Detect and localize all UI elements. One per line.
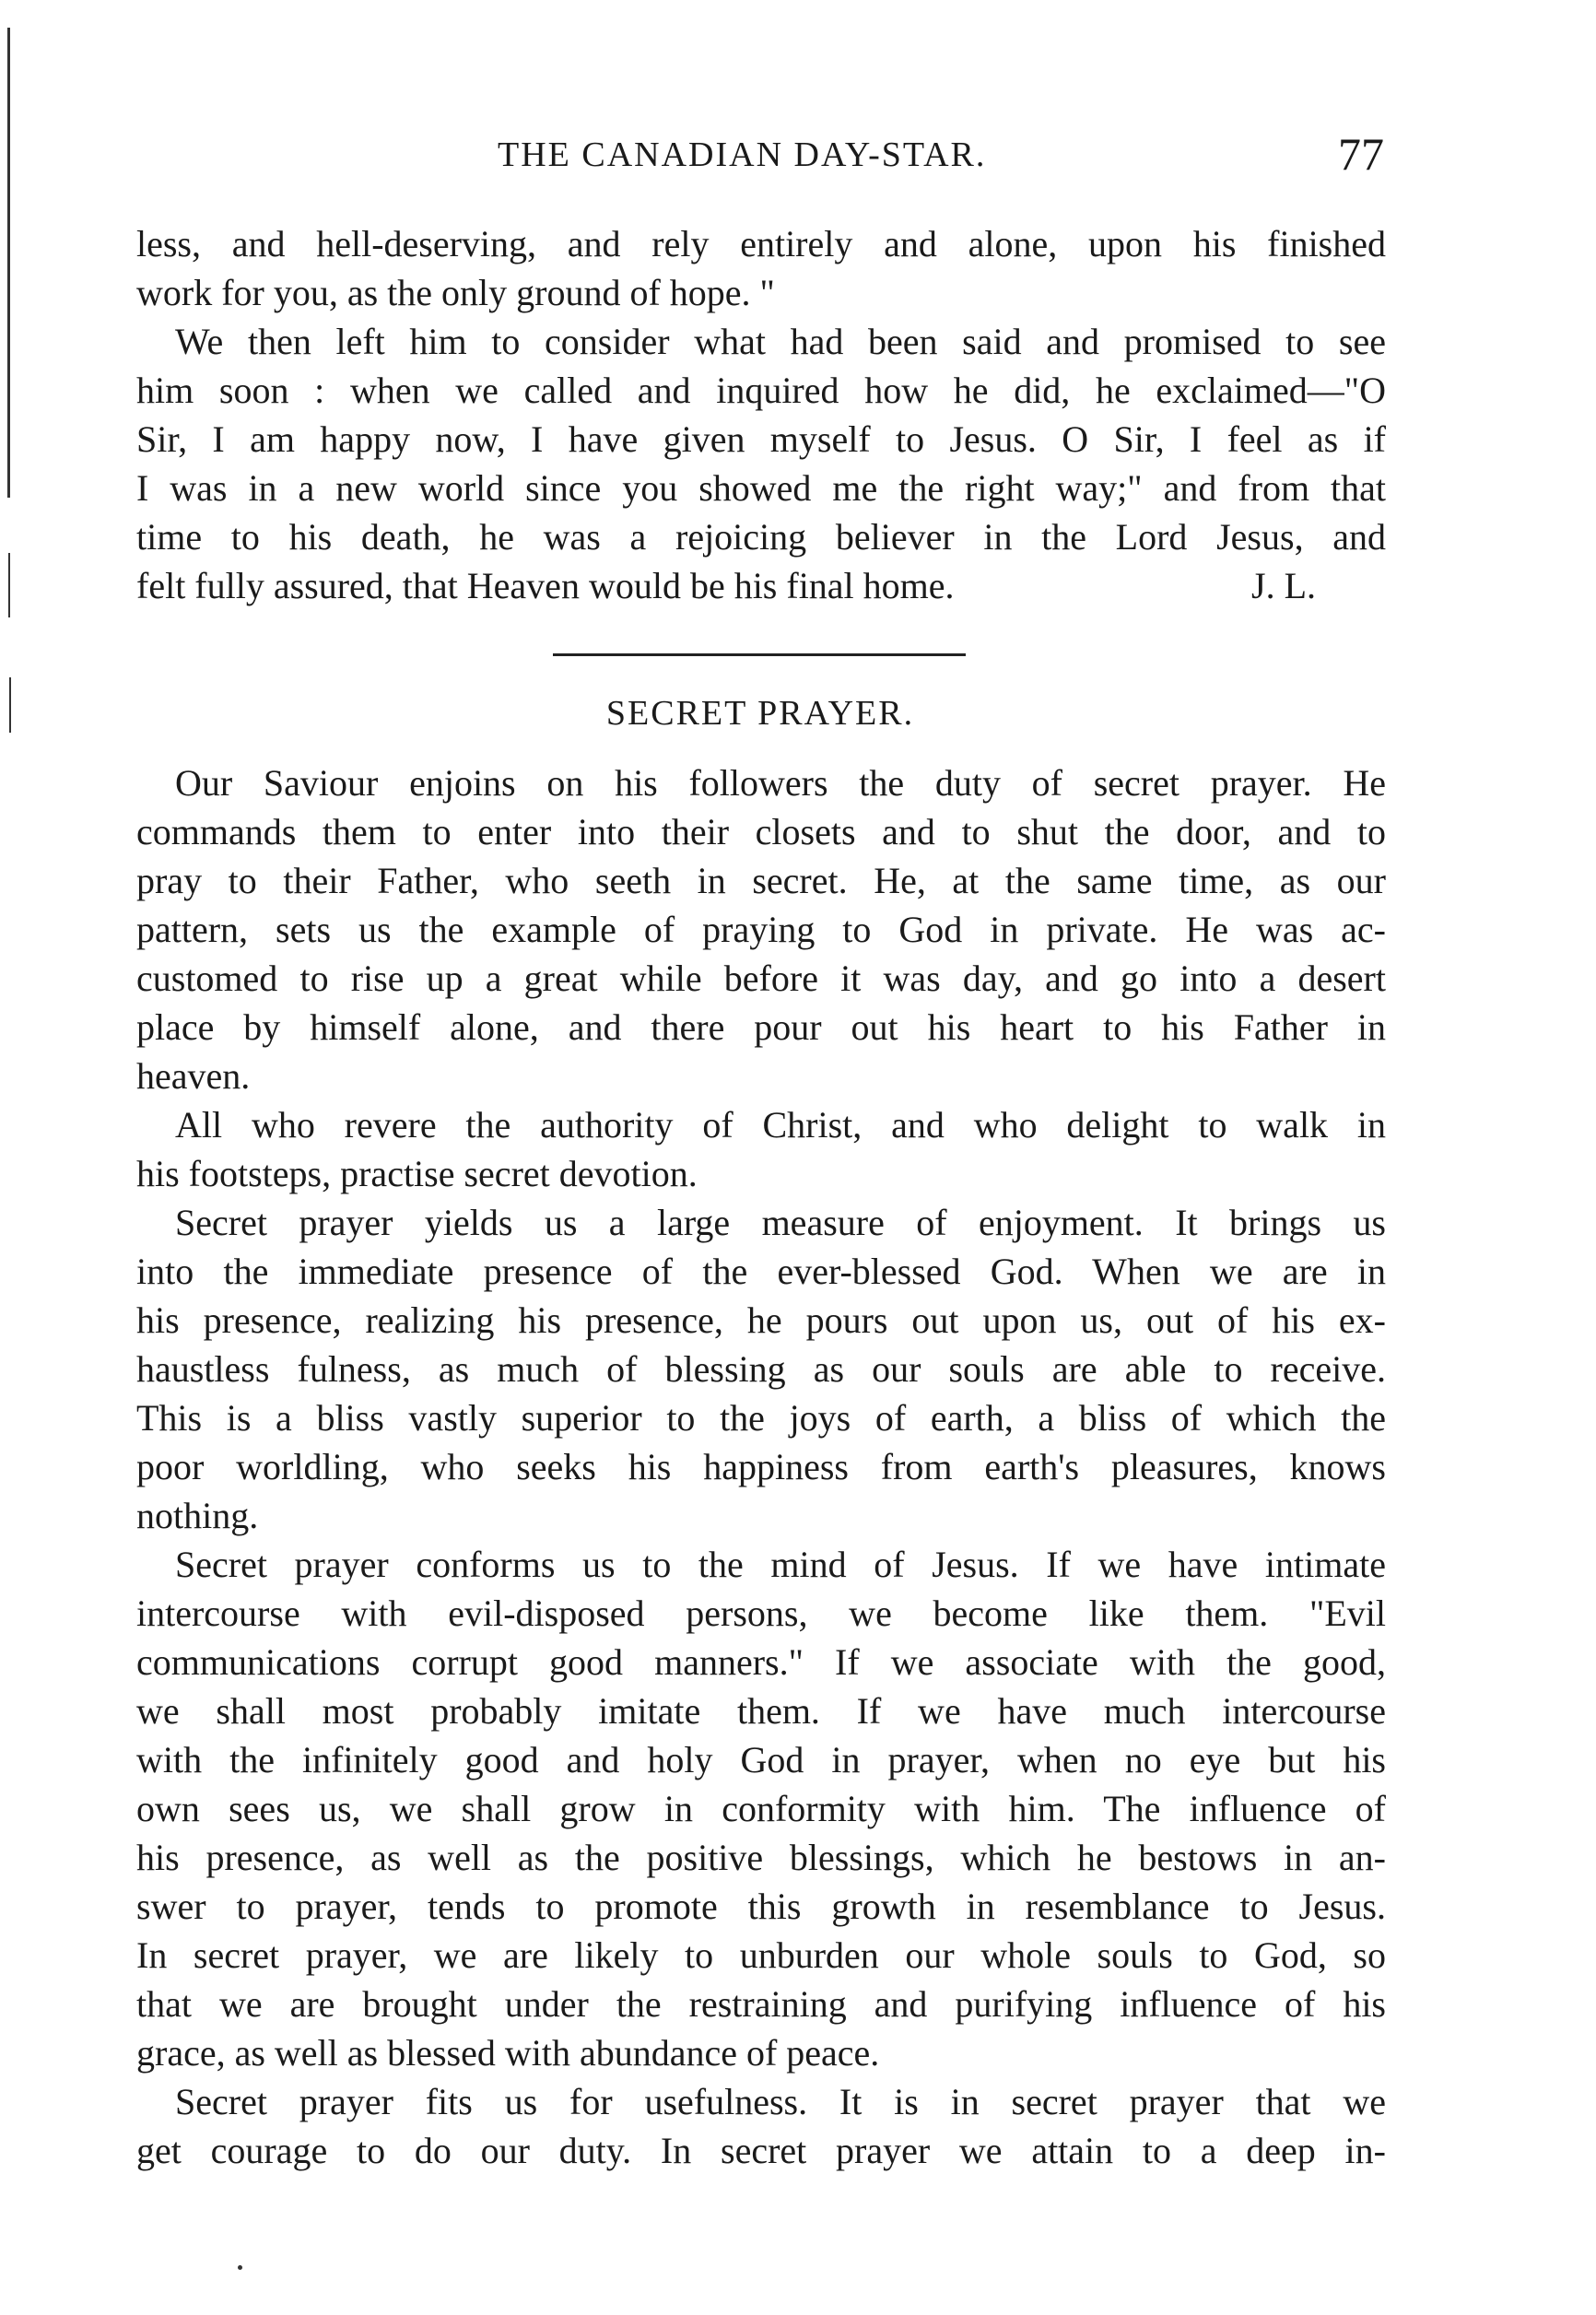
secret-prayer-article xyxy=(136,758,1386,2175)
text-line: We then left him to consider what had been said and promised to see xyxy=(175,321,1386,362)
paragraph-4-line: In secret prayer, we are likely to unburden our whole souls to God, so xyxy=(136,1934,1386,1976)
author-signature: J. L. xyxy=(1251,565,1316,606)
text-line: him soon : when we called and inquired how he did, he exclaimed—"O xyxy=(136,370,1386,411)
paragraph-4-line: we shall most probably imitate them. If we have much intercourse xyxy=(136,1690,1386,1732)
paragraph-4-line: own sees us, we shall grow in conformity with him. The influence of xyxy=(136,1788,1386,1829)
paragraph-4-line: grace, as well as blessed with abundance of peace. xyxy=(136,2032,880,2074)
paragraph-5-line: Secret prayer fits us for usefulness. It is in secret prayer that we xyxy=(175,2081,1386,2122)
ink-speck xyxy=(238,2265,242,2270)
section-title: SECRET PRAYER. xyxy=(605,694,915,733)
page-number: 77 xyxy=(1338,128,1384,180)
paragraph-1-line: Our Saviour enjoins on his followers the duty of secret prayer. He xyxy=(175,762,1386,804)
paragraph-2-line: All who revere the authority of Christ, and who delight to walk in xyxy=(175,1104,1386,1146)
text-line: less, and hell-deserving, and rely entirely and alone, upon his finished xyxy=(136,223,1386,264)
text-line: I was in a new world since you showed me the right way;" and from that xyxy=(136,467,1386,509)
page-header xyxy=(138,127,1391,182)
binding-mark-top xyxy=(7,28,10,498)
running-title: THE CANADIAN DAY-STAR. xyxy=(498,135,987,174)
paragraph-3-line: This is a bliss vastly superior to the joys of earth, a bliss of which the xyxy=(136,1397,1386,1439)
paragraph-3-line: haustless fulness, as much of blessing as our souls are able to receive. xyxy=(136,1348,1386,1390)
paragraph-1-line: pattern, sets us the example of praying to God in private. He was ac- xyxy=(136,909,1386,950)
paragraph-3-line: poor worldling, who seeks his happiness from earth's pleasures, knows xyxy=(136,1446,1386,1487)
paragraph-4-line: his presence, as well as the positive blessings, which he bestows in an- xyxy=(136,1837,1386,1878)
paragraph-4-line: that we are brought under the restraining and purifying influence of his xyxy=(136,1983,1386,2025)
paragraph-4-line: Secret prayer conforms us to the mind of Jesus. If we have intimate xyxy=(175,1544,1386,1585)
paragraph-1-line: pray to their Father, who seeth in secret. He, at the same time, as our xyxy=(136,860,1386,901)
text-line: time to his death, he was a rejoicing believer in the Lord Jesus, and xyxy=(136,516,1386,558)
paragraph-5-line: get courage to do our duty. In secret prayer we attain to a deep in- xyxy=(136,2130,1386,2171)
paragraph-4-line: communications corrupt good manners." If we associate with the good, xyxy=(136,1641,1386,1683)
text-line: Sir, I am happy now, I have given myself to Jesus. O Sir, I feel as if xyxy=(136,418,1386,460)
paragraph-3-line: nothing. xyxy=(136,1495,259,1536)
paragraph-3-line: his presence, realizing his presence, he pours out upon us, out of his ex- xyxy=(136,1299,1386,1341)
paragraph-3-line: into the immediate presence of the ever-blessed God. When we are in xyxy=(136,1251,1386,1292)
paragraph-1-line: heaven. xyxy=(136,1055,251,1097)
paragraph-2-line: his footsteps, practise secret devotion. xyxy=(136,1153,698,1194)
text-line-with-signature xyxy=(136,561,1386,610)
paragraph-1-line: commands them to enter into their closets and to shut the door, and to xyxy=(136,811,1386,852)
paragraph-3-line: Secret prayer yields us a large measure of enjoyment. It brings us xyxy=(175,1202,1386,1243)
binding-mark-middle xyxy=(8,553,10,617)
paragraph-4-line: with the infinitely good and holy God in prayer, when no eye but his xyxy=(136,1739,1386,1780)
text-line: work for you, as the only ground of hope. " xyxy=(136,272,775,313)
paragraph-1-line: place by himself alone, and there pour out his heart to his Father in xyxy=(136,1006,1386,1048)
paragraph-4-line: swer to prayer, tends to promote this growth in resemblance to Jesus. xyxy=(136,1886,1386,1927)
continued-article xyxy=(136,219,1386,610)
section-divider xyxy=(553,653,966,656)
paragraph-1-line: customed to rise up a great while before it was day, and go into a desert xyxy=(136,958,1386,999)
paragraph-4-line: intercourse with evil-disposed persons, we become like them. "Evil xyxy=(136,1592,1386,1634)
text-line-content: felt fully assured, that Heaven would be his final home. xyxy=(136,565,955,606)
